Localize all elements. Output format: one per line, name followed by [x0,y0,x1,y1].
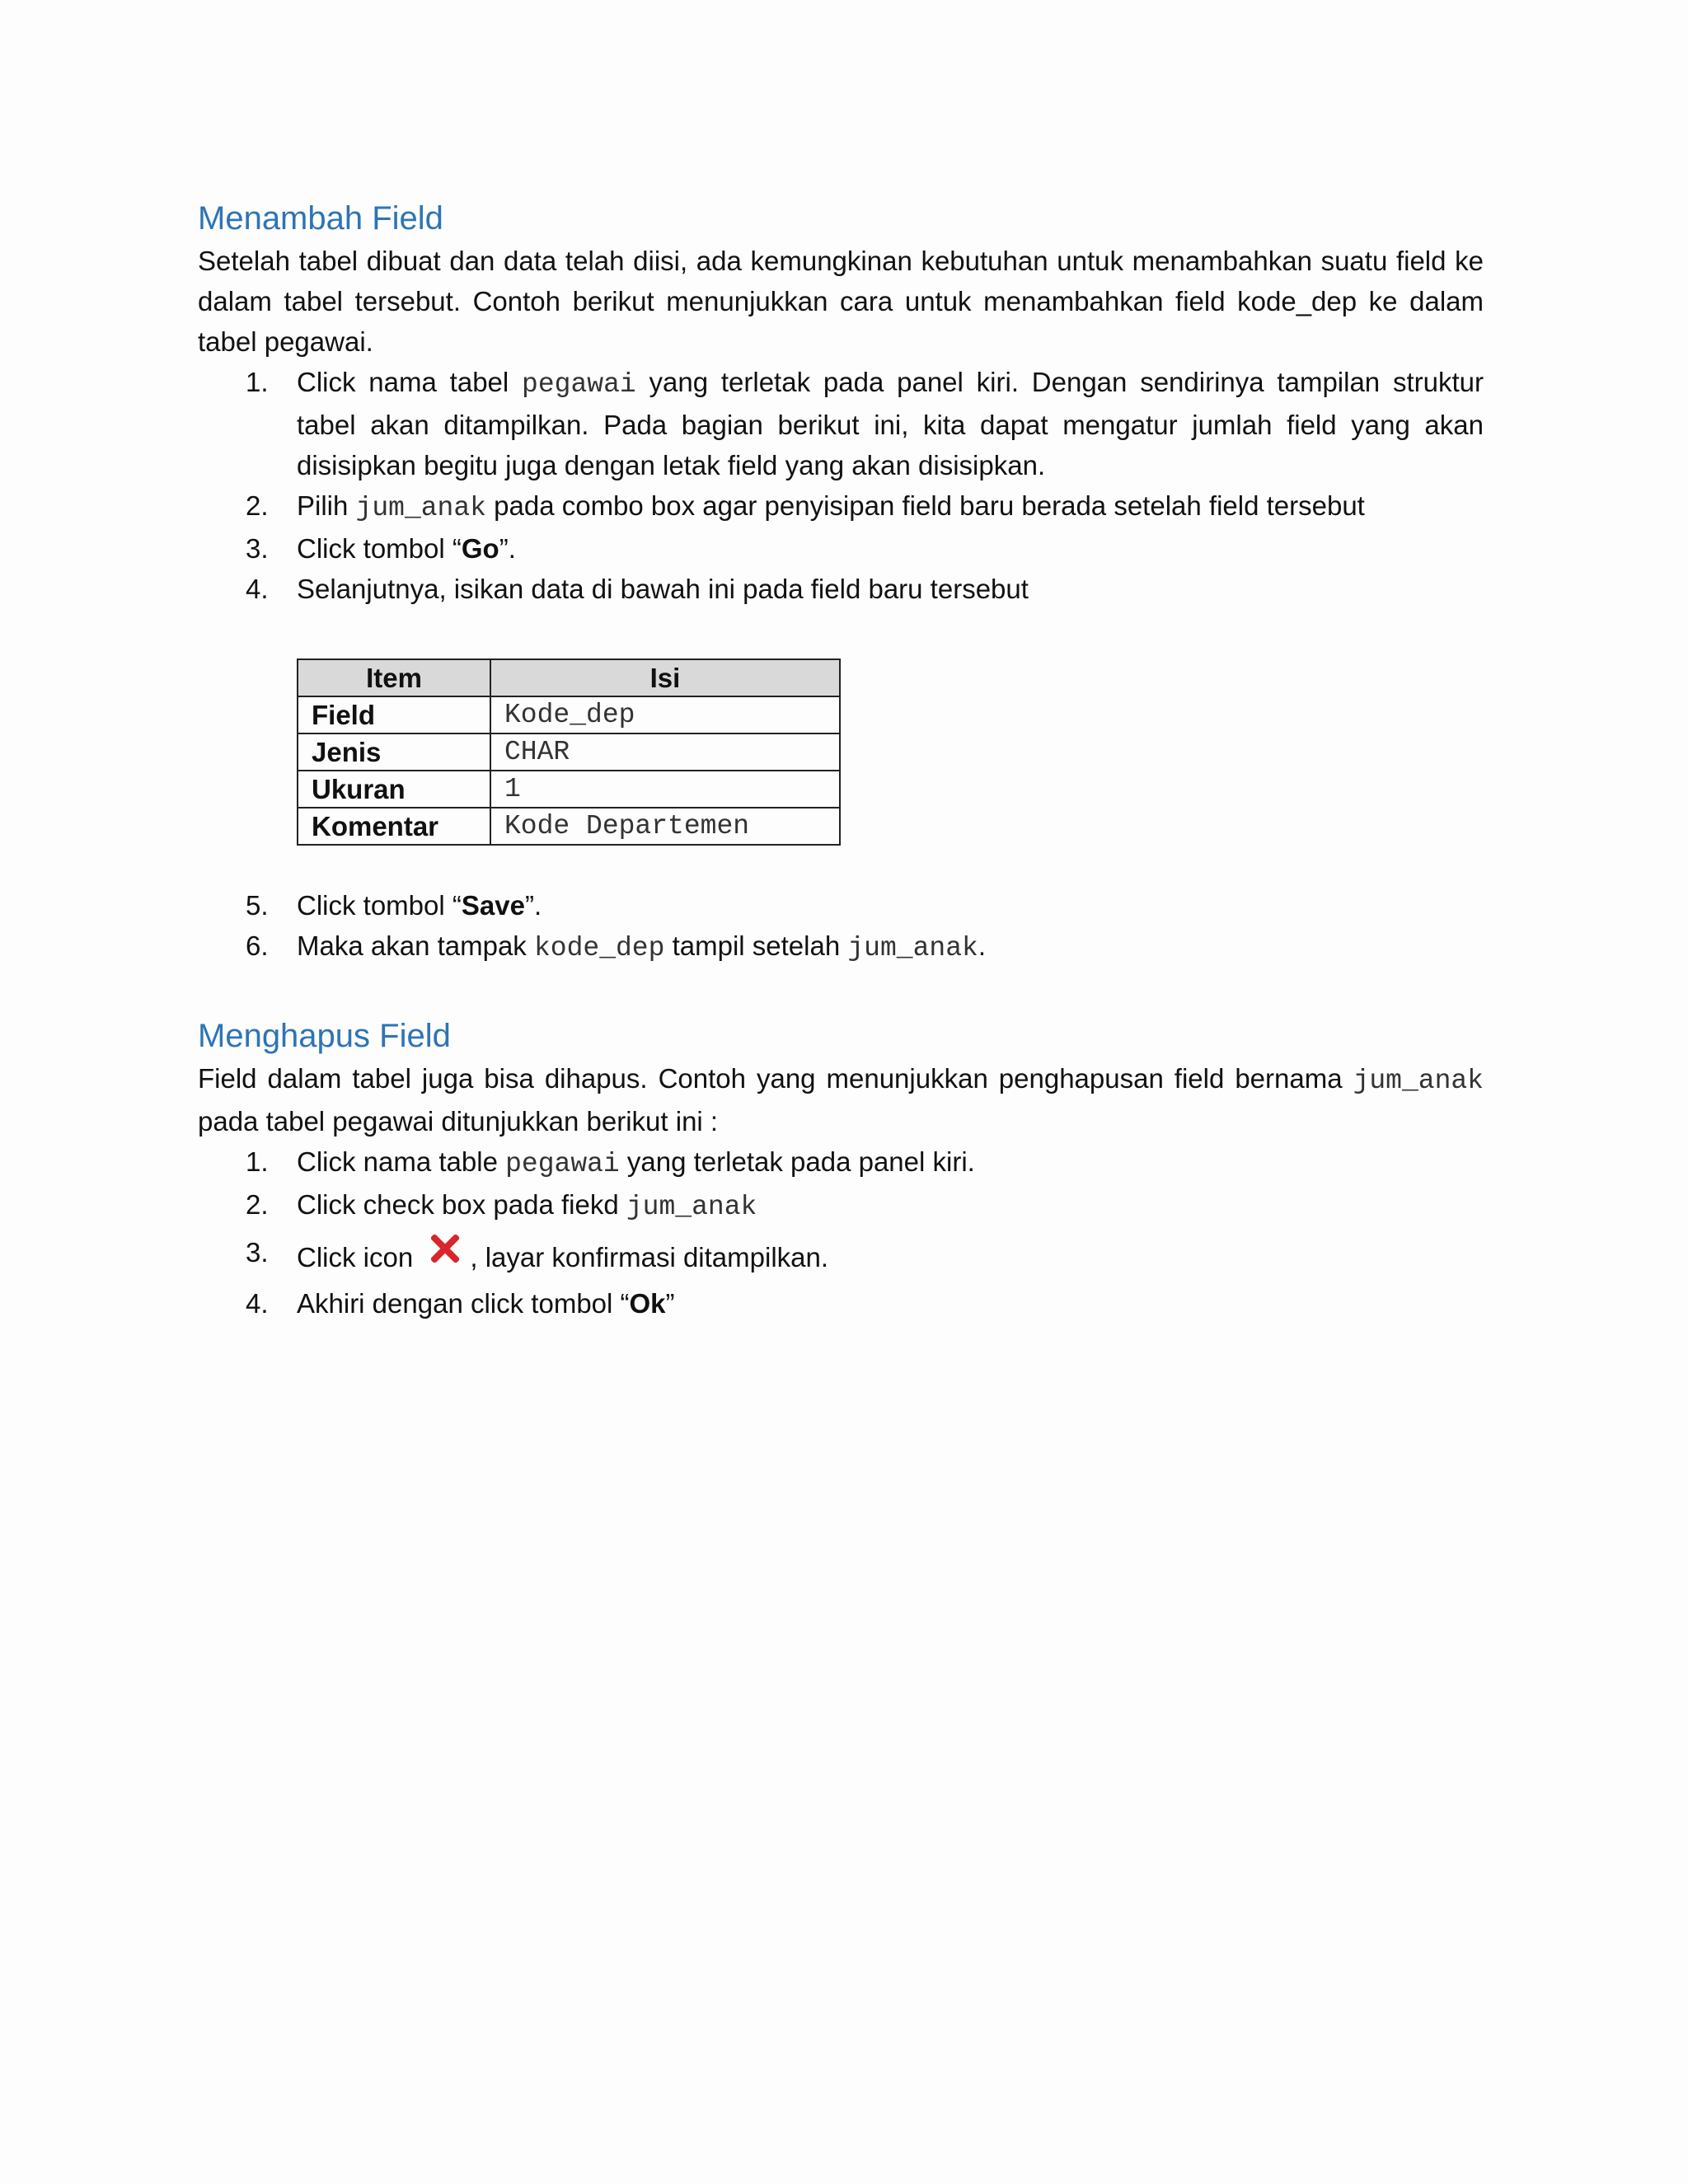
table-header-row [298,659,840,696]
table-header-item: Item [298,659,490,696]
table-row [298,733,840,771]
section2-steps [198,1141,1484,1324]
field-spec-table [297,658,841,846]
table-row [298,696,840,733]
code-text: jum_anak [626,1192,757,1222]
list-item: 1. Click nama table pegawai yang terletak pada panel kiri. [246,1146,975,1179]
section1-steps-continued [198,885,1484,968]
bold-text: Ok [629,1288,666,1319]
code-text: pegawai [522,369,636,400]
list-item: 2. Click check box pada fiekd jum_anak [246,1189,757,1222]
code-text: jum_anak [847,933,978,963]
table-cell-isi: Kode_dep [490,696,840,733]
bold-text: Go [461,533,499,564]
code-text: kode_dep [533,933,665,963]
section2-intro: Field dalam tabel juga bisa dihapus. Contoh yang menunjukkan penghapusan field bernama jum_anak pada tabel pegawai ditunjukkan berikut ini : [198,1063,1484,1137]
section1-steps [198,362,1484,609]
section1-intro: Setelah tabel dibuat dan data telah diisi, ada kemungkinan kebutuhan untuk menambahkan suatu field ke dalam tabel tersebut. Contoh berikut menunjukkan cara untuk menambahkan field kode_dep ke dalam tabel pegawai. [198,246,1484,357]
list-item: 3. Click tombol “Go”. [246,533,516,564]
list-item: 1. Click nama tabel pegawai yang terletak pada panel kiri. Dengan sendirinya tampilan struktur tabel akan ditampilkan. Pada bagian berikut ini, kita dapat mengatur jumlah field yang akan disisipkan begitu juga dengan letak field yang akan disisipkan. [246,367,1484,480]
section-title-menambah: Menambah Field [198,200,443,237]
table-row [298,808,840,845]
table-cell-isi: CHAR [490,733,840,771]
bold-text: Save [461,890,525,921]
code-text: jum_anak [355,493,486,523]
table-row [298,771,840,808]
list-item: 5. Click tombol “Save”. [246,890,542,921]
document-content [198,196,1484,1324]
table-cell-item: Komentar [298,808,490,845]
table-cell-item: Jenis [298,733,490,771]
table-cell-isi: 1 [490,771,840,808]
delete-x-icon [424,1227,467,1270]
table-header-isi: Isi [490,659,840,696]
table-cell-isi: Kode Departemen [490,808,840,845]
list-item: 4. Akhiri dengan click tombol “Ok” [246,1288,675,1319]
table-cell-item: Ukuran [298,771,490,808]
section-menghapus [198,1014,1484,1324]
section-title-menghapus: Menghapus Field [198,1018,451,1054]
code-text: pegawai [505,1149,620,1179]
list-item: 4. Selanjutnya, isikan data di bawah ini pada field baru tersebut [246,574,1029,604]
list-item: 2. Pilih jum_anak pada combo box agar penyisipan field baru berada setelah field tersebut [246,490,1365,523]
list-item: 6. Maka akan tampak kode_dep tampil setelah jum_anak. [246,930,986,963]
table-cell-item: Field [298,696,490,733]
code-text: jum_anak [1353,1066,1484,1096]
list-item: 3. Click icon , layar konfirmasi ditampilkan. [198,1227,1484,1283]
